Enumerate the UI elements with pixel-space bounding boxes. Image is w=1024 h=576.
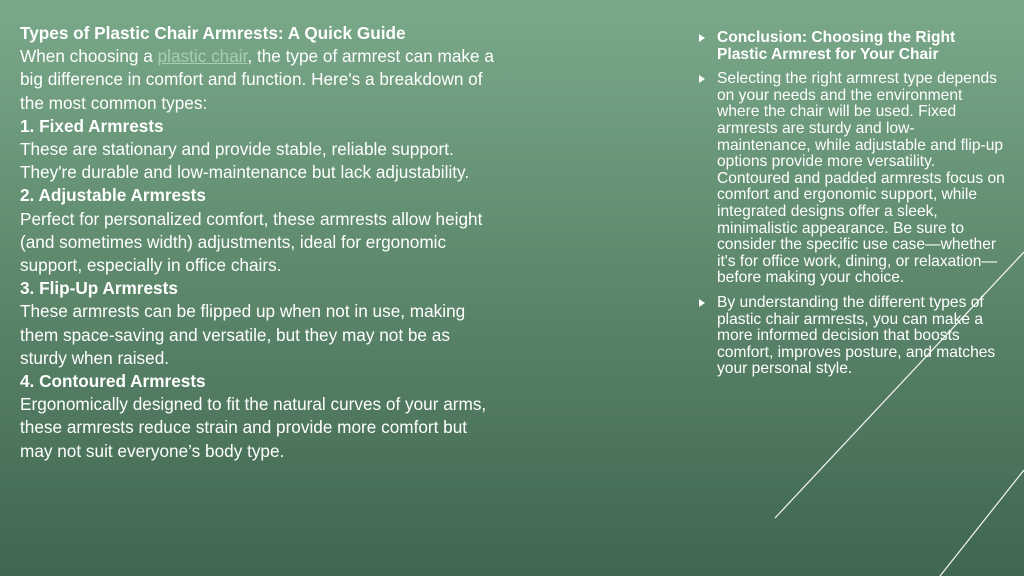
intro-paragraph (20, 45, 500, 115)
section-text-adjustable: Perfect for personalized comfort, these armrests allow height (and sometimes width) adjustments, ideal for ergonomic support, especially in office chairs. (20, 208, 483, 276)
section-text-fixed: These are stationary and provide stable, reliable support. They're durable and low-maintenance but lack adjustability. (20, 139, 470, 183)
guide-column (20, 22, 500, 463)
conclusion-column (698, 30, 1006, 386)
decorative-line-short (940, 470, 1024, 576)
section-heading-flip-up: 3. Flip-Up Armrests (20, 278, 178, 299)
bullet-arrow-icon (699, 34, 705, 42)
guide-title: Types of Plastic Chair Armrests: A Quick Guide (20, 23, 406, 43)
section-heading-contoured: 4. Contoured Armrests (20, 371, 206, 392)
section-text-contoured: Ergonomically designed to fit the natural curves of your arms, these armrests reduce strain and provide more comfort but may not suit everyone’s body type. (20, 394, 487, 461)
bullet-understanding-types (698, 295, 1006, 378)
bullet-selecting-armrest (698, 71, 1006, 287)
intro-text-start: When choosing a (20, 46, 158, 67)
bullet-text: Selecting the right armrest type depends on your needs and the environment where the chair will be used. Fixed armrests are sturdy and low-maintenance, while adjustable and flip-up options provide more versatility. Contoured and padded armrests focus on comfort and ergonomic support, while integrated designs offer a sleek, minimalistic appearance. Be sure to consider the specific use case—whether it's for office work, dining, or relaxation—before making your choice. (717, 70, 1005, 287)
bullet-conclusion-title (698, 30, 1006, 63)
section-heading-fixed: 1. Fixed Armrests (20, 115, 164, 136)
plastic-chair-link[interactable]: plastic chair (157, 46, 248, 67)
bullet-arrow-icon (699, 75, 705, 83)
bullet-text: Conclusion: Choosing the Right Plastic Armrest for Your Chair (717, 29, 956, 63)
bullet-text: By understanding the different types of plastic chair armrests, you can make a more informed decision that boosts comfort, improves posture, and matches your personal style. (717, 293, 996, 378)
section-heading-adjustable: 2. Adjustable Armrests (20, 185, 206, 206)
bullet-arrow-icon (699, 299, 705, 307)
section-text-flip-up: These armrests can be flipped up when not in use, making them space-saving and versatile, but they may not be as sturdy when raised. (20, 301, 466, 368)
intro-text-end: , the type of armrest can make a big difference in comfort and function. Here's a breakdown of the most common types: (20, 46, 494, 113)
